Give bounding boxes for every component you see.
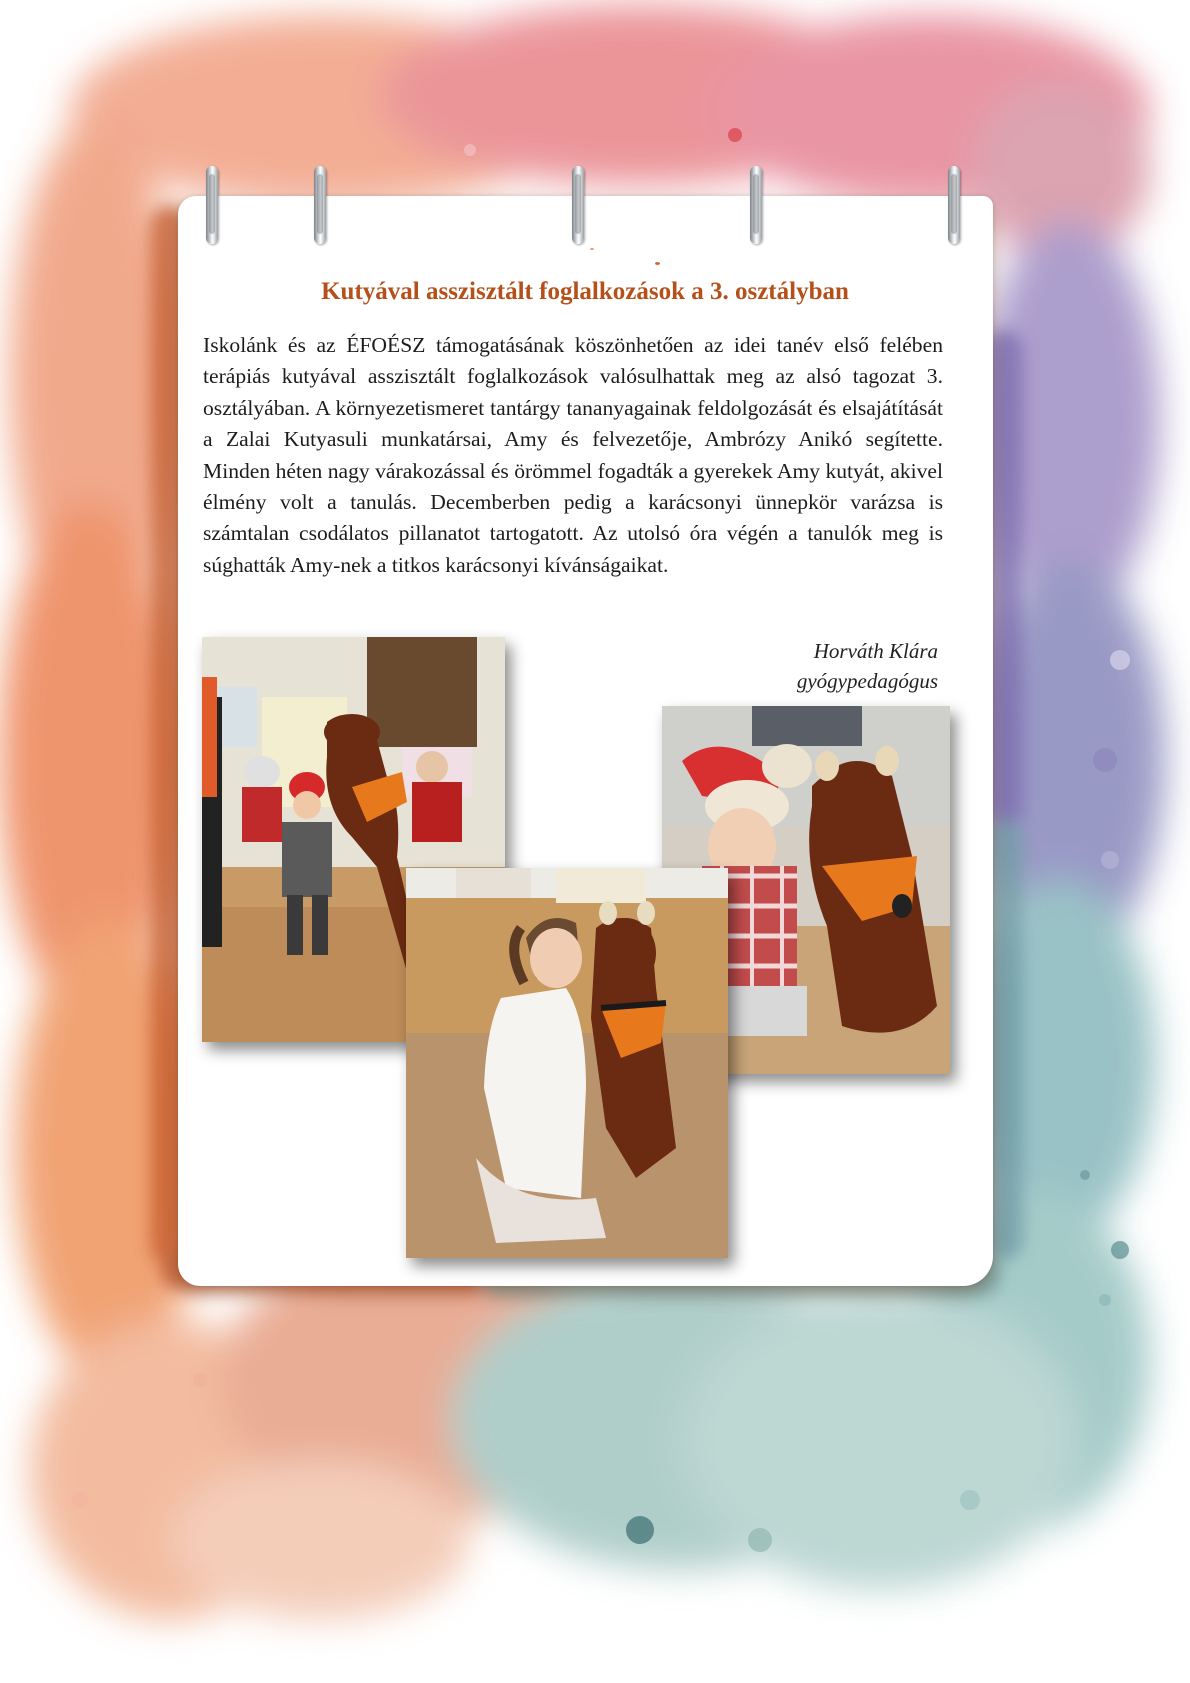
article-body: Iskolánk és az ÉFOÉSZ támogatásának köszönhetően az idei tanév első felében terápiás kutyával asszisztált foglalkozások valósulhattak meg az alsó tagozat 3. osztályában. A környezetismeret tantárgy tananyagainak feldolgozását és elsajátítását a Zalai Kutyasuli munkatársai, Amy és felvezetője, Ambrózy Anikó segítette. Minden héten nagy várakozással és örömmel fogadták a gyerekek Amy kutyát, akivel élmény volt a tanulás. Decemberben pedig a karácsonyi ünnepkör varázsa is számtalan csodálatos pillanatot tartogatott. Az utolsó óra végén a tanulók meg is súghatták Amy-nek a titkos karácsonyi kívánságaikat.: [203, 333, 943, 577]
binder-ring-icon: [948, 166, 960, 244]
binder-ring-icon: [314, 166, 326, 244]
binder-ring-icon: [572, 166, 584, 244]
decorative-dot: [590, 248, 594, 250]
author-name: Horváth Klára: [813, 639, 938, 663]
signature: [797, 636, 938, 696]
article-title: Kutyával asszisztált foglalkozások a 3. osztályban: [321, 278, 849, 305]
decorative-dot: [655, 262, 660, 265]
photo-girl-with-dog: [406, 868, 728, 1258]
author-role: gyógypedagógus: [796, 669, 938, 693]
photo-icon: [406, 868, 728, 1258]
binder-ring-icon: [750, 166, 762, 244]
binder-ring-icon: [206, 166, 218, 244]
